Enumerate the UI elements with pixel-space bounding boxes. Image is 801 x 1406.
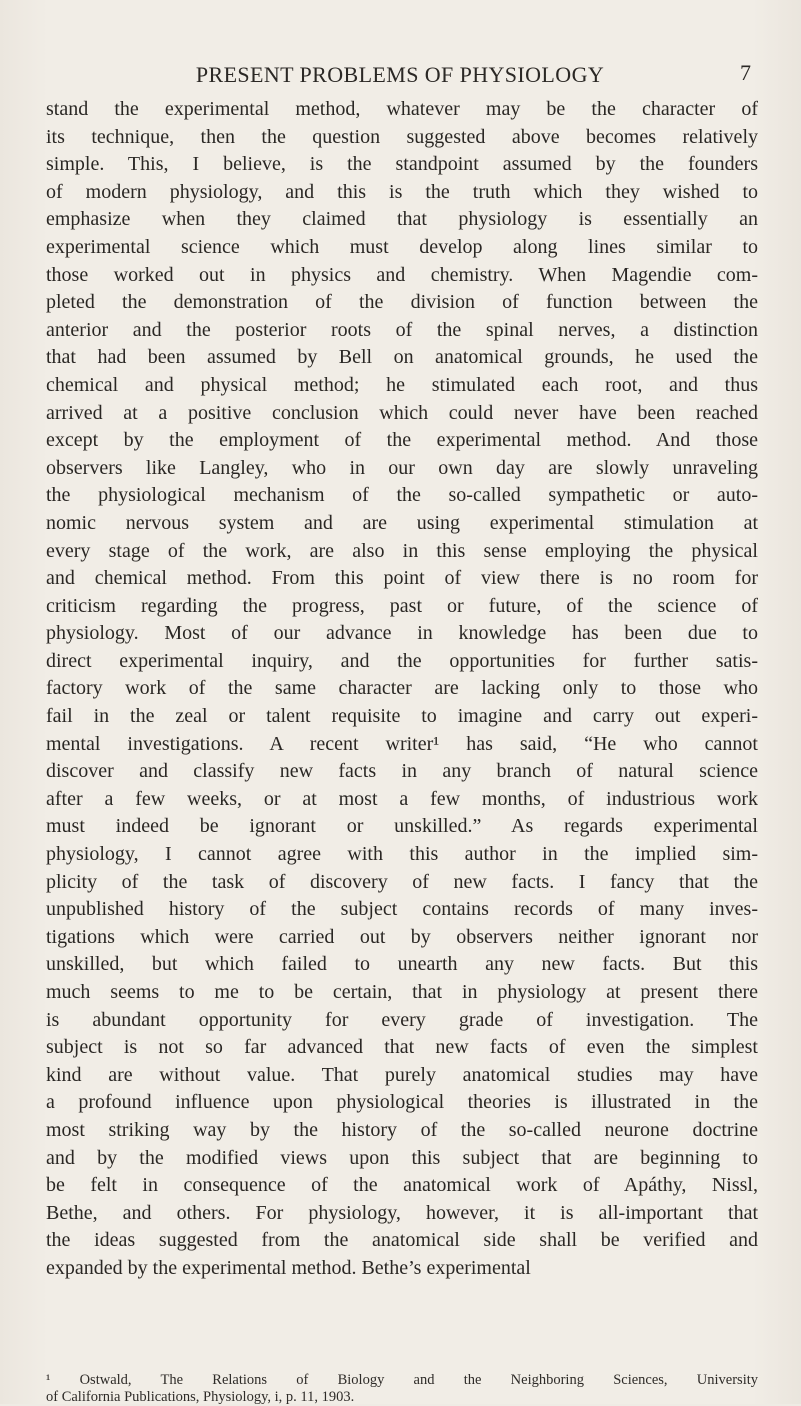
text-line: observers like Langley, who in our own day are slowly unraveling <box>46 456 758 479</box>
text-line: after a few weeks, or at most a few months, of industrious work <box>46 787 758 810</box>
text-line: be felt in consequence of the anatomical work of Apáthy, Nissl, <box>46 1174 758 1197</box>
text-line: tigations which were carried out by observers neither ignorant nor <box>46 925 758 948</box>
text-line: those worked out in physics and chemistry. When Magendie com- <box>46 263 758 286</box>
text-line: factory work of the same character are lacking only to those who <box>46 677 758 700</box>
text-line: the ideas suggested from the anatomical side shall be verified and <box>46 1229 758 1252</box>
body-text <box>46 96 758 1283</box>
text-line: fail in the zeal or talent requisite to imagine and carry out experi- <box>46 705 758 728</box>
text-line: direct experimental inquiry, and the opportunities for further satis- <box>46 649 758 672</box>
footnote-line: ¹ Ostwald, The Relations of Biology and the Neighboring Sciences, University <box>46 1372 758 1388</box>
text-line: emphasize when they claimed that physiology is essentially an <box>46 208 758 231</box>
text-line: unpublished history of the subject contains records of many inves- <box>46 898 758 921</box>
text-line: physiology, I cannot agree with this author in the implied sim- <box>46 843 758 866</box>
footnote-line: of California Publications, Physiology, i, p. 11, 1903. <box>46 1389 355 1405</box>
text-line: most striking way by the history of the so-called neurone doctrine <box>46 1118 758 1141</box>
text-line: must indeed be ignorant or unskilled.” As regards experimental <box>46 815 758 838</box>
text-line: except by the employment of the experimental method. And those <box>46 429 758 452</box>
text-line: every stage of the work, are also in this sense employing the physical <box>46 539 758 562</box>
text-line: much seems to me to be certain, that in physiology at present there <box>46 981 758 1003</box>
text-line: criticism regarding the progress, past or future, of the science of <box>46 594 758 617</box>
text-line: pleted the demonstration of the division of function between the <box>46 291 758 314</box>
text-line: the physiological mechanism of the so-called sympathetic or auto- <box>46 484 758 507</box>
text-line: that had been assumed by Bell on anatomical grounds, he used the <box>46 346 758 369</box>
text-line: experimental science which must develop along lines similar to <box>46 235 758 258</box>
running-title: PRESENT PROBLEMS OF PHYSIOLOGY <box>195 62 605 87</box>
text-line: a profound influence upon physiological theories is illustrated in the <box>46 1091 758 1114</box>
text-line: physiology. Most of our advance in knowledge has been due to <box>46 622 758 645</box>
text-line: subject is not so far advanced that new facts of even the simplest <box>46 1036 758 1059</box>
text-line: Bethe, and others. For physiology, however, it is all-important that <box>46 1201 758 1224</box>
text-line: kind are without value. That purely anatomical studies may have <box>46 1063 758 1086</box>
text-line: and by the modified views upon this subject that are beginning to <box>46 1146 758 1169</box>
text-line: plicity of the task of discovery of new facts. I fancy that the <box>46 870 758 893</box>
text-line: simple. This, I believe, is the standpoint assumed by the founders <box>46 153 758 176</box>
text-line: mental investigations. A recent writer¹ has said, “He who cannot <box>46 732 758 755</box>
text-line: anterior and the posterior roots of the spinal nerves, a distinction <box>46 318 758 341</box>
text-line: chemical and physical method; he stimulated each root, and thus <box>46 373 758 396</box>
text-line: expanded by the experimental method. Bethe’s experimental <box>46 1256 531 1279</box>
text-line: is abundant opportunity for every grade of investigation. The <box>46 1008 758 1031</box>
text-line: stand the experimental method, whatever may be the character of <box>46 98 758 120</box>
text-line: arrived at a positive conclusion which could never have been reached <box>46 401 758 424</box>
text-line: and chemical method. From this point of view there is no room for <box>46 567 758 590</box>
text-line: its technique, then the question suggested above becomes relatively <box>46 125 758 148</box>
page-number: 7 <box>740 60 751 85</box>
footnote <box>46 1372 758 1406</box>
text-line: discover and classify new facts in any branch of natural science <box>46 760 758 783</box>
text-line: unskilled, but which failed to unearth any new facts. But this <box>46 953 758 976</box>
text-line: of modern physiology, and this is the truth which they wished to <box>46 180 758 203</box>
text-line: nomic nervous system and are using experimental stimulation at <box>46 511 758 534</box>
